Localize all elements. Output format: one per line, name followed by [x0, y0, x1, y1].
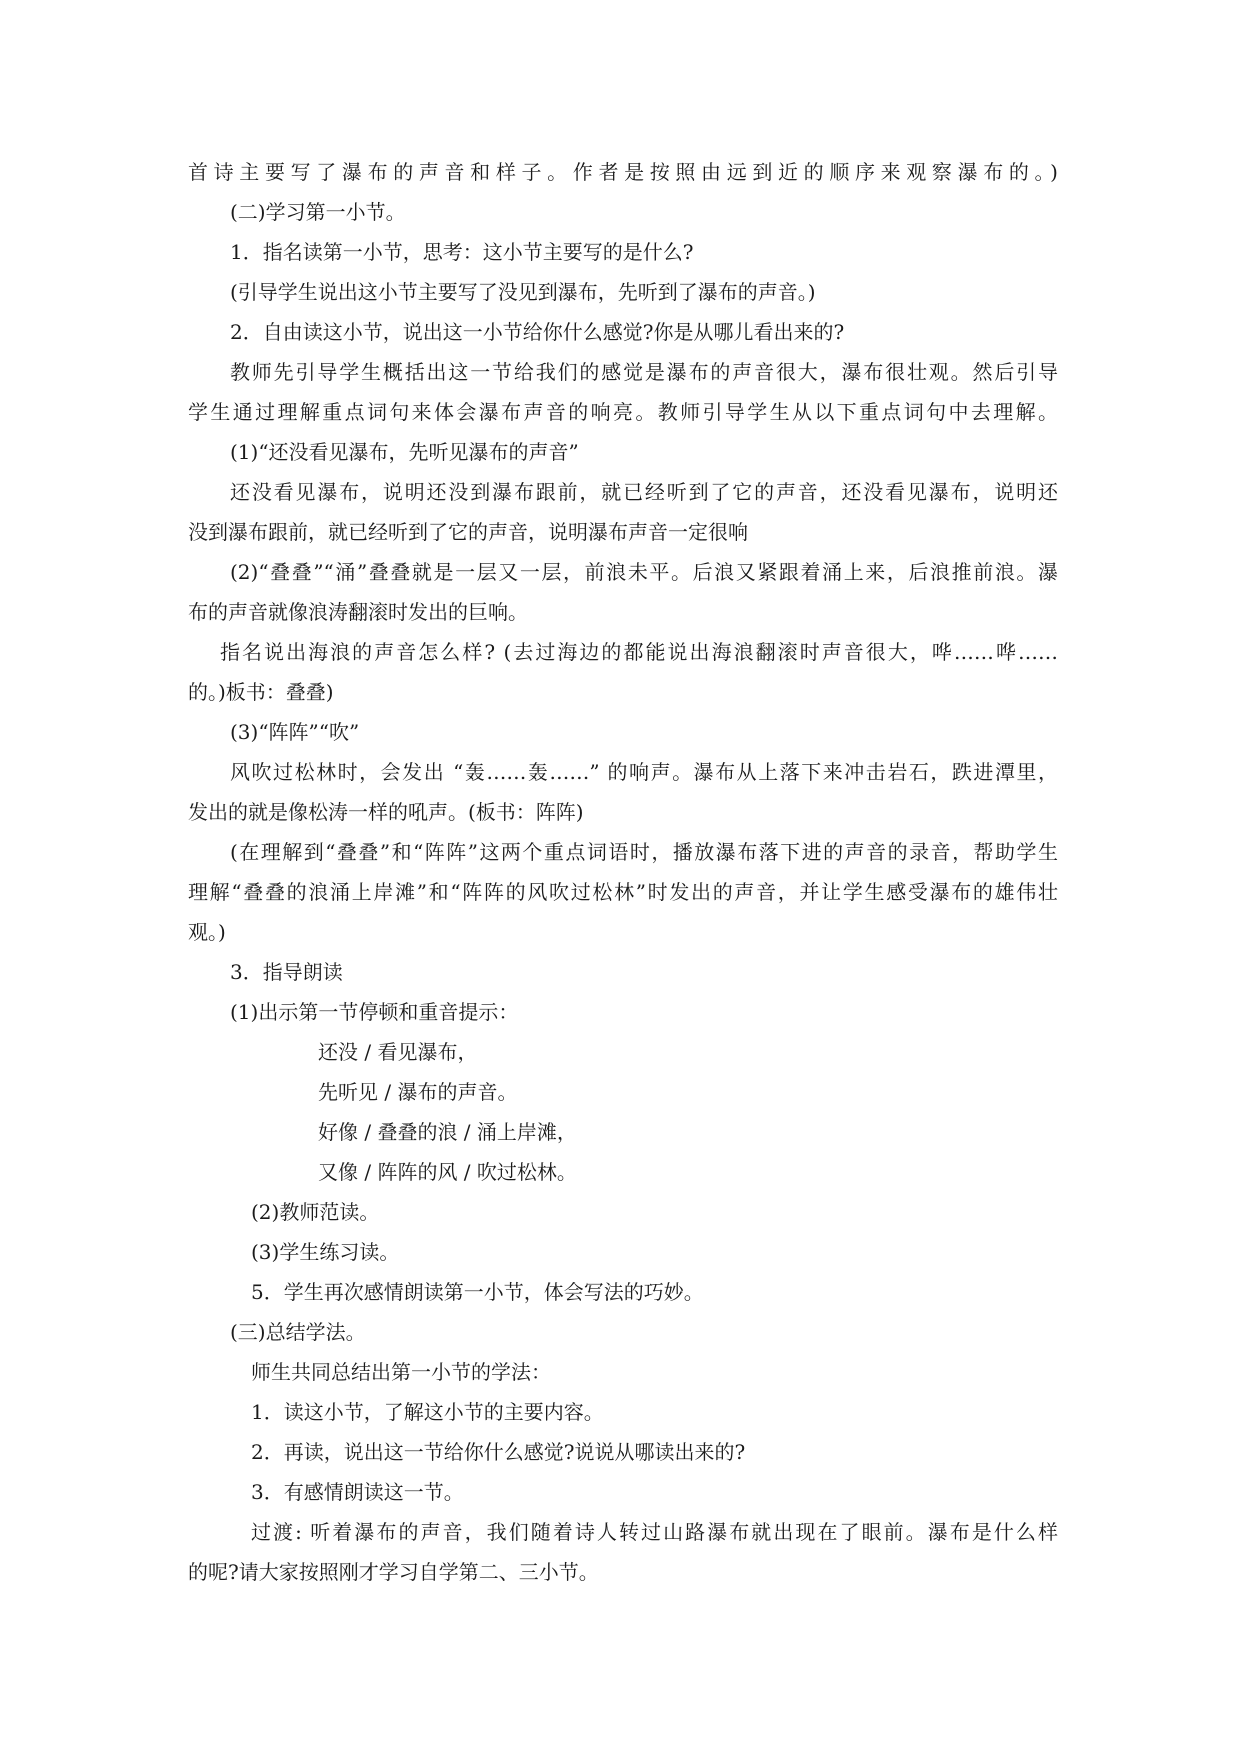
- list-item: 3．指导朗读: [230, 960, 343, 984]
- text-line: 发出的就是像松涛一样的吼声。(板书：阵阵): [188, 800, 584, 824]
- text-line: 过渡: 听着瀑布的声音，我们随着诗人转过山路瀑布就出现在了眼前。瀑布是什么样: [251, 1520, 1058, 1544]
- list-item: (1)出示第一节停顿和重音提示：: [230, 1000, 519, 1024]
- document-page: [188, 152, 1058, 1592]
- section-heading: (三)总结学法。: [230, 1320, 366, 1344]
- text-line: 没到瀑布跟前，就已经听到了它的声音，说明瀑布声音一定很响: [188, 520, 748, 544]
- list-item: 1．读这小节，了解这小节的主要内容。: [251, 1400, 604, 1424]
- text-line: 观。): [188, 920, 226, 944]
- text-line: 风吹过松林时，会发出 “轰……轰……” 的响声。瀑布从上落下来冲击岩石，跌进潭里，: [230, 760, 1058, 784]
- list-item: 3．有感情朗读这一节。: [251, 1480, 464, 1504]
- text-line: 布的声音就像浪涛翻滚时发出的巨响。: [188, 600, 528, 624]
- text-line: 师生共同总结出第一小节的学法：: [251, 1360, 551, 1384]
- list-item: 1．指名读第一小节，思考：这小节主要写的是什么?: [230, 240, 694, 264]
- text-line: (引导学生说出这小节主要写了没见到瀑布，先听到了瀑布的声音。): [230, 280, 816, 304]
- poem-line: 还没 / 看见瀑布，: [318, 1040, 478, 1064]
- text-line: 学生通过理解重点词句来体会瀑布声音的响亮。教师引导学生从以下重点词句中去理解。: [188, 400, 1058, 424]
- text-line: 首诗主要写了瀑布的声音和样子。作者是按照由远到近的顺序来观察瀑布的。): [188, 160, 1058, 184]
- text-line: (在理解到“叠叠”和“阵阵”这两个重点词语时，播放瀑布落下进的声音的录音，帮助学生: [230, 840, 1058, 864]
- list-item: (3)学生练习读。: [251, 1240, 400, 1264]
- list-item: 5．学生再次感情朗读第一小节，体会写法的巧妙。: [251, 1280, 704, 1304]
- list-item: (2)“叠叠”“涌”叠叠就是一层又一层，前浪未平。后浪又紧跟着涌上来，后浪推前浪。瀑: [230, 560, 1058, 584]
- poem-line: 又像 / 阵阵的风 / 吹过松林。: [318, 1160, 577, 1184]
- text-line: 还没看见瀑布，说明还没到瀑布跟前，就已经听到了它的声音，还没看见瀑布，说明还: [230, 480, 1058, 504]
- text-line: 的呢?请大家按照刚才学习自学第二、三小节。: [188, 1560, 599, 1584]
- text-line: 指名说出海浪的声音怎么样? (去过海边的都能说出海浪翻滚时声音很大，哗……哗……: [220, 640, 1058, 664]
- list-item: (2)教师范读。: [251, 1200, 380, 1224]
- list-item: 2．自由读这小节，说出这一小节给你什么感觉?你是从哪儿看出来的?: [230, 320, 845, 344]
- list-item: (1)“还没看见瀑布，先听见瀑布的声音”: [230, 440, 579, 464]
- text-line: 的。)板书：叠叠): [188, 680, 334, 704]
- poem-line: 先听见 / 瀑布的声音。: [318, 1080, 518, 1104]
- text-line: 教师先引导学生概括出这一节给我们的感觉是瀑布的声音很大，瀑布很壮观。然后引导: [230, 360, 1058, 384]
- list-item: 2．再读，说出这一节给你什么感觉?说说从哪读出来的?: [251, 1440, 746, 1464]
- section-heading: (二)学习第一小节。: [230, 200, 406, 224]
- poem-line: 好像 / 叠叠的浪 / 涌上岸滩，: [318, 1120, 577, 1144]
- list-item: (3)“阵阵”“吹”: [230, 720, 360, 744]
- text-line: 理解“叠叠的浪涌上岸滩”和“阵阵的风吹过松林”时发出的声音，并让学生感受瀑布的雄伟壮: [188, 880, 1058, 904]
